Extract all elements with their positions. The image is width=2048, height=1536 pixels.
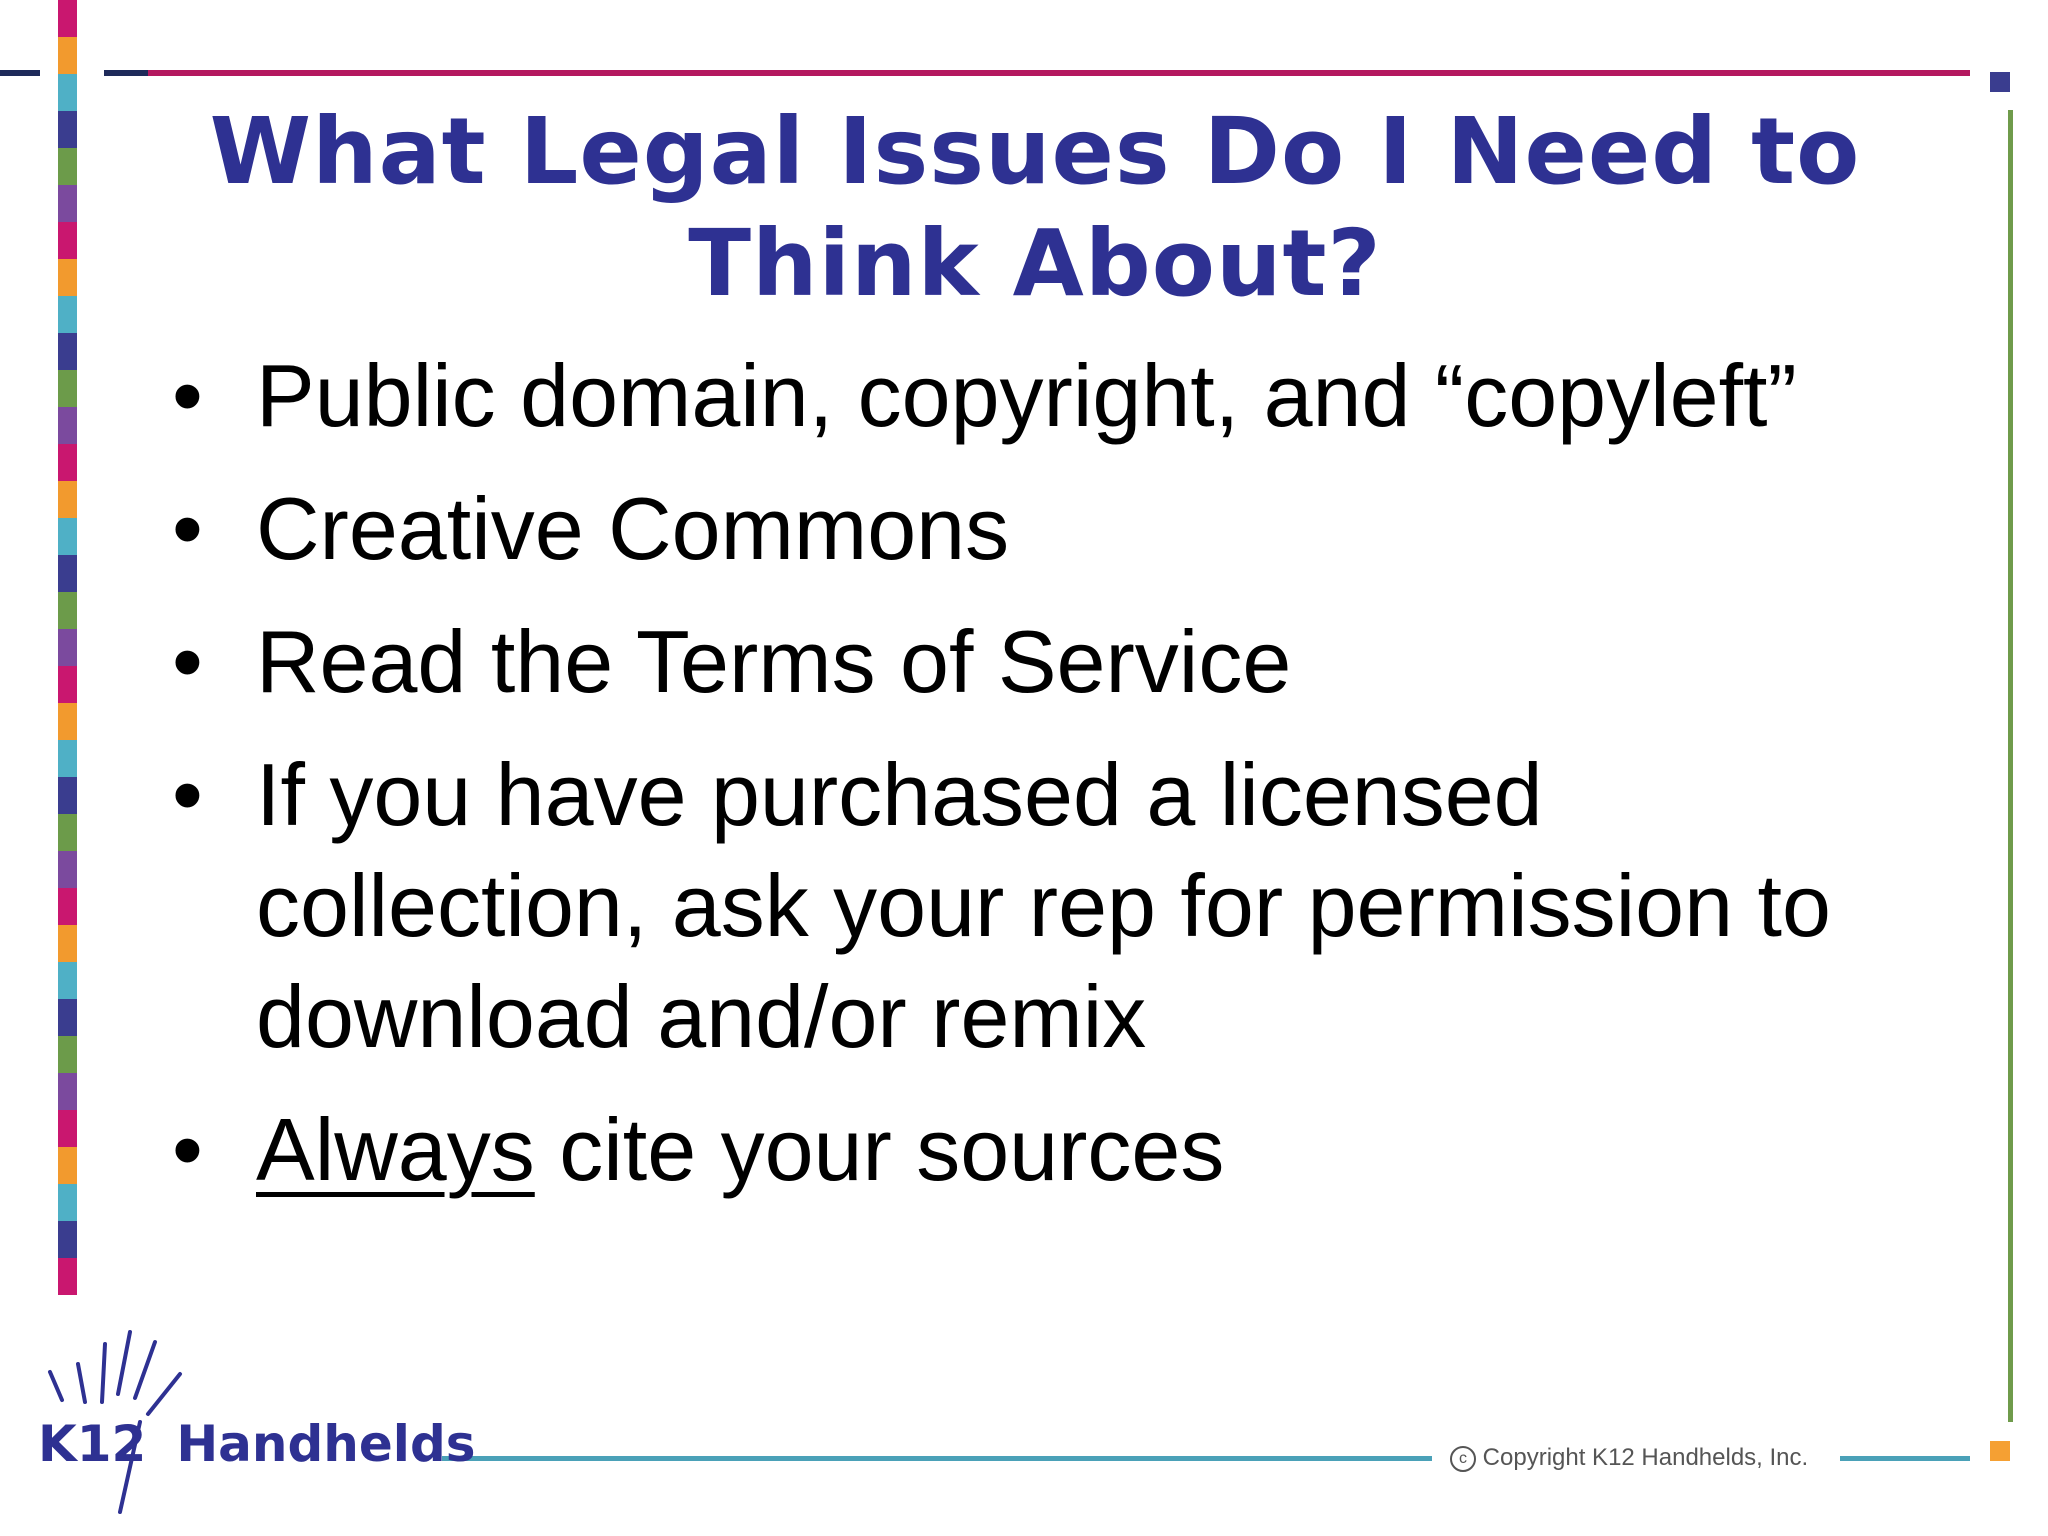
bullet-emphasis-text: Always (256, 1100, 535, 1199)
right-rule-line (2008, 110, 2013, 1422)
bullet-dot: • (172, 346, 203, 445)
bullet-text: cite your sources (534, 1100, 1225, 1199)
bullet-text: Creative Commons (256, 479, 1010, 578)
copyright-notice (1450, 1444, 1808, 1472)
slide-title-line-2: Think About? (688, 210, 1382, 317)
bottom-rule-left (442, 1456, 1432, 1461)
bullet-dot: • (172, 745, 203, 844)
copyright-text: Copyright K12 Handhelds, Inc. (1482, 1444, 1809, 1471)
bullet-dot: • (172, 479, 203, 578)
bullet-text: If you have purchased a licensed collection, ask your rep for permission to download and/or remix (256, 745, 1831, 1066)
top-dark-dash (104, 70, 148, 76)
bullet-dot: • (172, 612, 203, 711)
top-rule-line (148, 70, 1970, 76)
slide-title (160, 96, 1910, 320)
top-left-dash (0, 70, 40, 76)
bullet-item (172, 473, 1912, 584)
bullet-list (172, 340, 1912, 1227)
bullet-item (172, 340, 1912, 451)
logo-handhelds-text: Handhelds (176, 1415, 476, 1473)
bullet-text: Read the Terms of Service (256, 612, 1292, 711)
bottom-right-square (1990, 1441, 2010, 1461)
top-right-square (1990, 72, 2010, 92)
bullet-item (172, 739, 1912, 1072)
bottom-rule-right (1840, 1456, 1970, 1461)
bullet-dot: • (172, 1100, 203, 1199)
logo-wordmark (38, 1415, 476, 1473)
bullet-text: Public domain, copyright, and “copyleft” (256, 346, 1797, 445)
logo-k12-text: K12 (38, 1415, 147, 1473)
bullet-item (172, 1094, 1912, 1205)
slide-title-line-1: What Legal Issues Do I Need to (209, 98, 1861, 205)
left-color-stripe (58, 0, 77, 1325)
bullet-item (172, 606, 1912, 717)
copyright-icon: c (1450, 1446, 1476, 1472)
